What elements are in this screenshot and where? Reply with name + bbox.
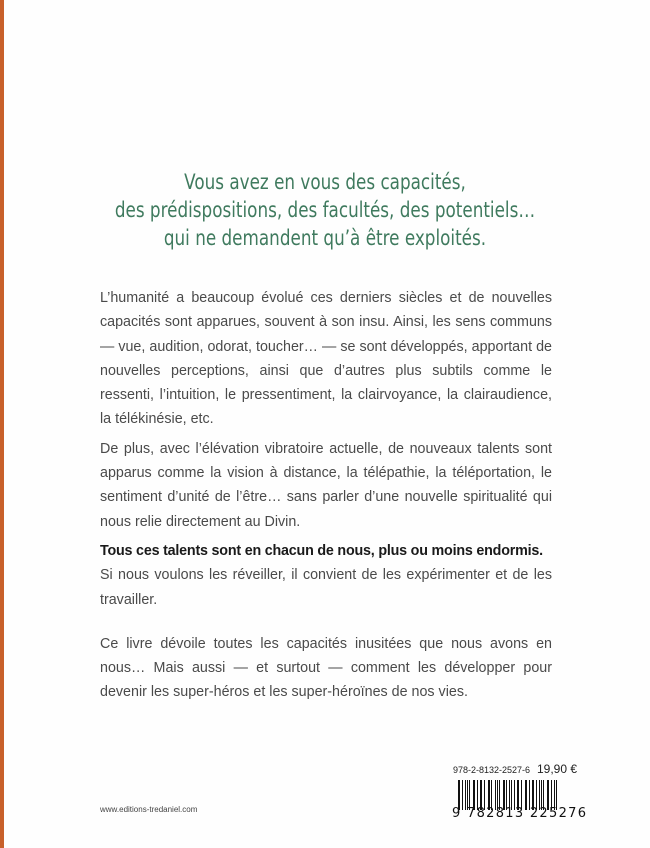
barcode-number: 9 782813 225276 [452,806,588,821]
tagline-line: des prédispositions, des facultés, des potentiels… [114,198,536,222]
paragraph: De plus, avec l’élévation vibratoire actuelle, de nouveaux talents sont apparus comme la vision à distance, la télépathie, la téléportation, le sentiment d’unité de l’être… sans parler d’une nouvelle spiritualité qui nous relie directement au Divin. [100,440,552,530]
spine-stripe [0,0,4,848]
isbn: 978-2-8132-2527-6 [453,765,531,775]
paragraph: Ce livre dévoile toutes les capacités inusitées que nous avons en nous… Mais aussi — et surtout — comment les développer pour devenir les super-héros et les super-héroïnes de nos vies. [100,635,552,701]
highlight-sentence: Tous ces talents sont en chacun de nous, plus ou moins endormis. [100,542,543,559]
paragraph-text: Si nous voulons les réveiller, il convient de les expérimenter et de les travailler. [100,567,552,608]
blurb [100,286,552,710]
tagline-line: Vous avez en vous des capacités, [184,170,466,194]
tagline-line: qui ne demandent qu’à être exploités. [163,226,487,250]
price: 19,90 € [537,762,578,776]
tagline [65,168,585,252]
paragraph [100,539,552,612]
paragraph: L’humanité a beaucoup évolué ces derniers siècles et de nouvelles capacités sont apparues, souvent à son insu. Ainsi, les sens communs — vue, audition, odorat, toucher… — se sont développés, apportant de nouvelles perceptions, ainsi que d’autres plus subtils comme le ressenti, l’intuition, le pressentiment, la clairvoyance, la clairaudience, la télékinésie, etc. [100,290,552,428]
publisher-url: www.editions-tredaniel.com [100,805,198,814]
